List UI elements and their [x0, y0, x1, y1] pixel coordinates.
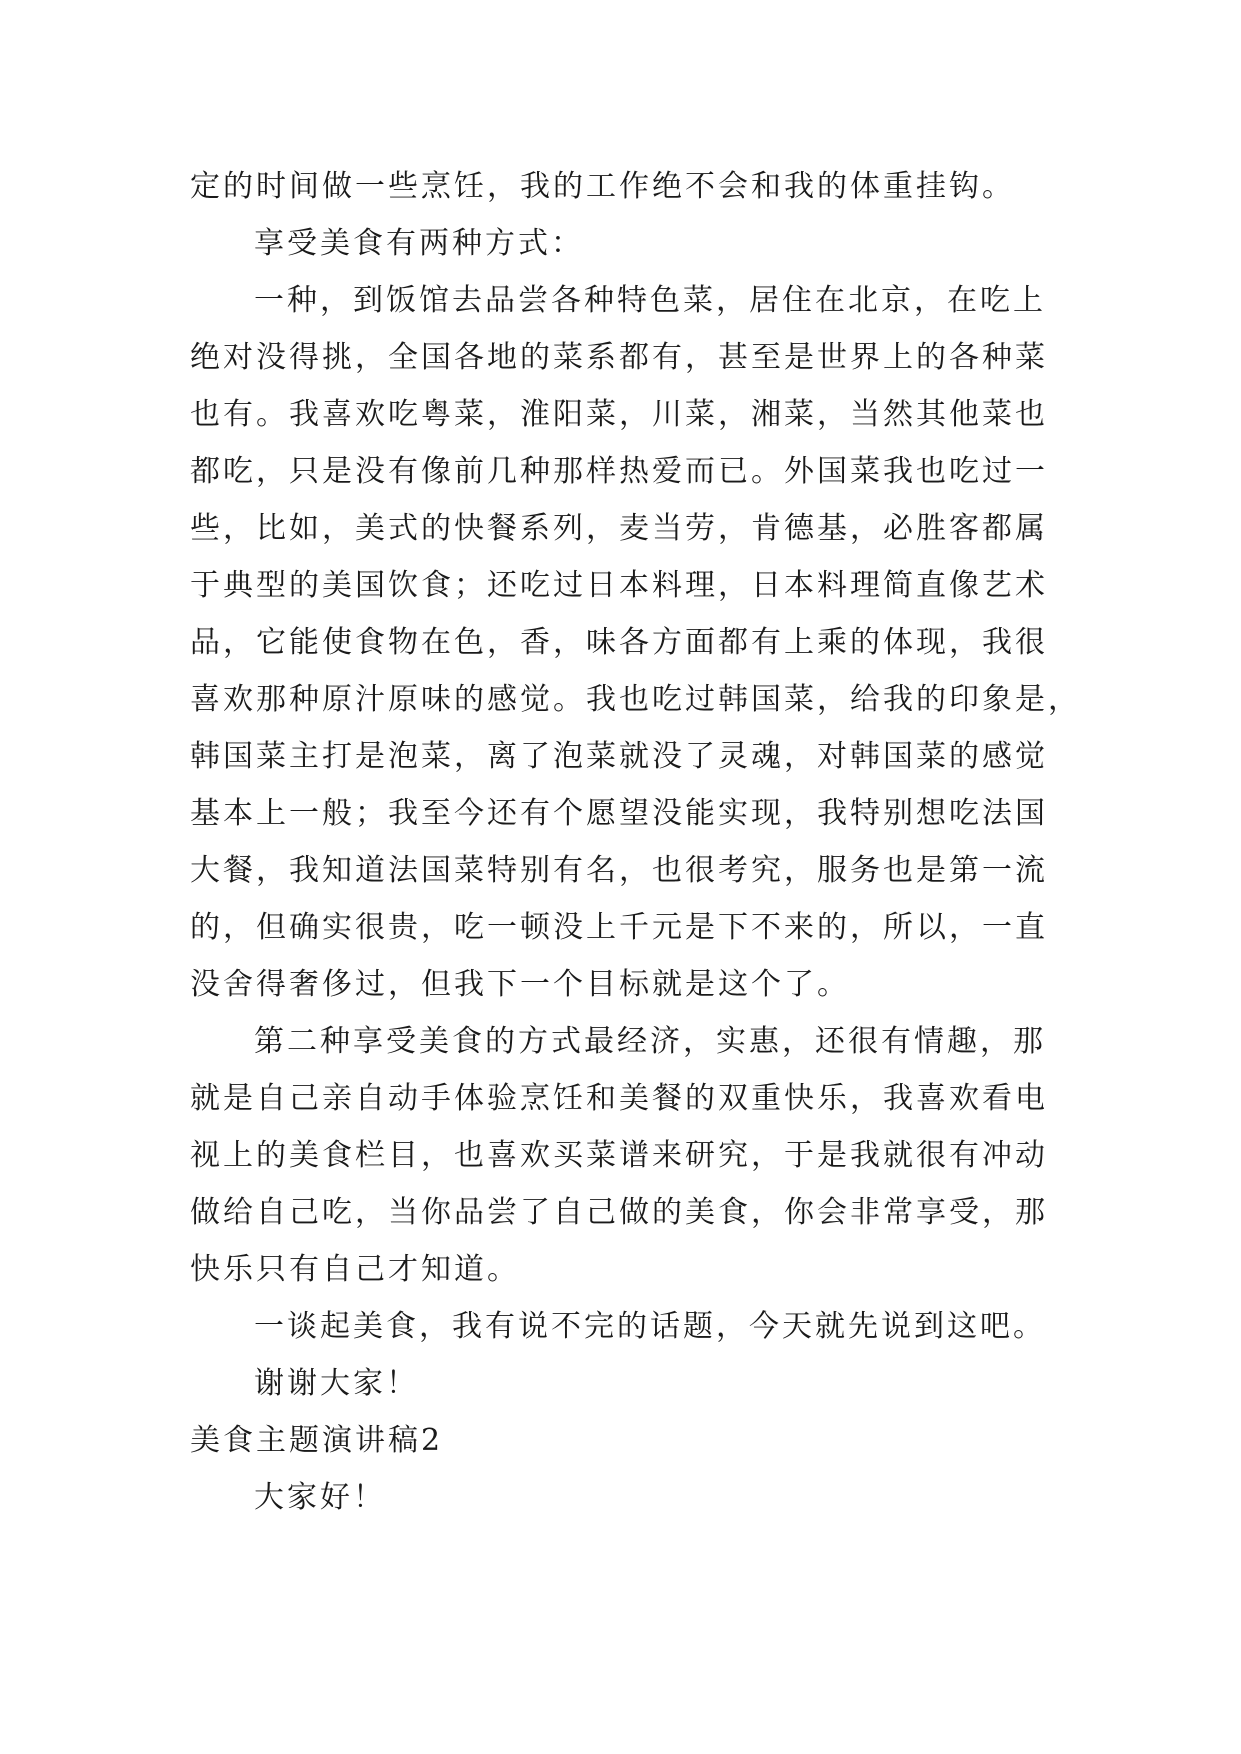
- text-line: 一种，到饭馆去品尝各种特色菜，居住在北京，在吃上: [254, 283, 1046, 318]
- text-line: 快乐只有自己才知道。: [190, 1252, 520, 1287]
- text-line: 都吃，只是没有像前几种那样热爱而已。外国菜我也吃过一: [190, 454, 1048, 489]
- text-line: 第二种享受美食的方式最经济，实惠，还很有情趣，那: [254, 1024, 1046, 1059]
- text-line: 于典型的美国饮食；还吃过日本料理，日本料理简直像艺术: [190, 568, 1048, 603]
- text-line: 的，但确实很贵，吃一顿没上千元是下不来的，所以，一直: [190, 910, 1048, 945]
- section-heading: 美食主题演讲稿2: [190, 1423, 444, 1458]
- text-line: 也有。我喜欢吃粤菜，淮阳菜，川菜，湘菜，当然其他菜也: [190, 397, 1048, 432]
- text-line: 品，它能使食物在色，香，味各方面都有上乘的体现，我很: [190, 625, 1048, 660]
- text-line: 没舍得奢侈过，但我下一个目标就是这个了。: [190, 967, 850, 1002]
- text-line: 大餐，我知道法国菜特别有名，也很考究，服务也是第一流: [190, 853, 1048, 888]
- text-line: 基本上一般；我至今还有个愿望没能实现，我特别想吃法国: [190, 796, 1048, 831]
- text-line: 做给自己吃，当你品尝了自己做的美食，你会非常享受，那: [190, 1195, 1048, 1230]
- text-line: 定的时间做一些烹饪，我的工作绝不会和我的体重挂钩。: [190, 169, 1015, 204]
- document-body: [190, 158, 1081, 1526]
- text-line: 视上的美食栏目，也喜欢买菜谱来研究，于是我就很有冲动: [190, 1138, 1048, 1173]
- text-line: 享受美食有两种方式：: [254, 226, 584, 261]
- text-line: 就是自己亲自动手体验烹饪和美餐的双重快乐，我喜欢看电: [190, 1081, 1048, 1116]
- text-line: 大家好！: [254, 1480, 386, 1515]
- text-line: 些，比如，美式的快餐系列，麦当劳，肯德基，必胜客都属: [190, 511, 1048, 546]
- text-line: 喜欢那种原汁原味的感觉。我也吃过韩国菜，给我的印象是，: [190, 682, 1081, 717]
- text-line: 绝对没得挑，全国各地的菜系都有，甚至是世界上的各种菜: [190, 340, 1048, 375]
- text-line: 韩国菜主打是泡菜，离了泡菜就没了灵魂，对韩国菜的感觉: [190, 739, 1048, 774]
- text-line: 一谈起美食，我有说不完的话题，今天就先说到这吧。: [254, 1309, 1046, 1344]
- text-line: 谢谢大家！: [254, 1366, 419, 1401]
